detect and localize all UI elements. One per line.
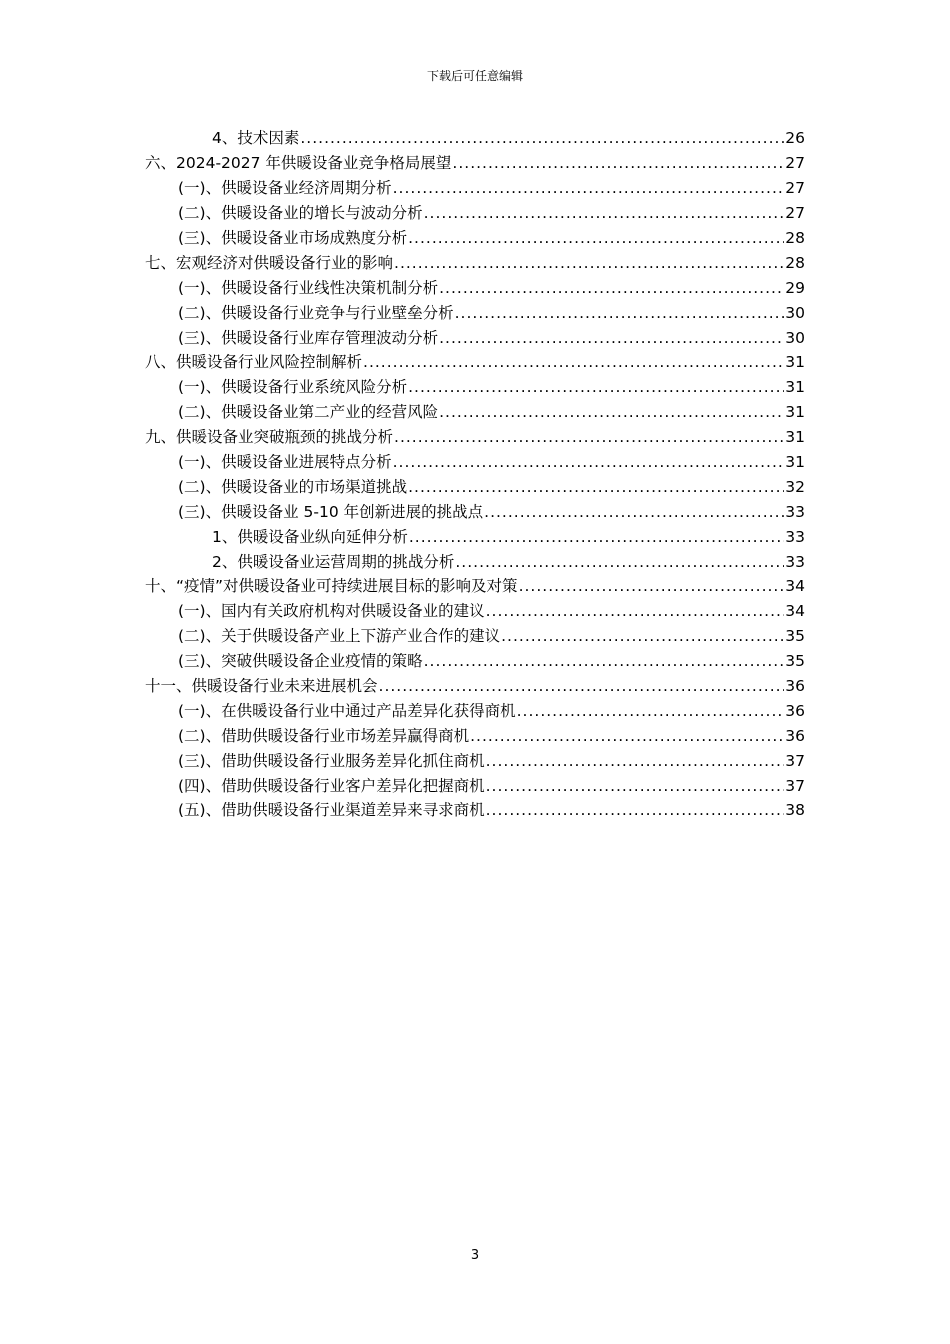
- toc-entry[interactable]: [0, 574, 950, 599]
- toc-dot-leader: [408, 377, 784, 397]
- toc-dot-leader: [394, 253, 784, 273]
- toc-entry-title: (二)、借助供暖设备行业市场差异赢得商机: [178, 726, 470, 745]
- toc-entry[interactable]: [0, 350, 950, 375]
- toc-entry-page: 33: [785, 502, 805, 521]
- toc-entry[interactable]: [0, 400, 950, 425]
- toc-entry-page: 29: [785, 278, 805, 297]
- toc-entry-page: 27: [785, 179, 805, 198]
- toc-entry[interactable]: [0, 151, 950, 176]
- toc-entry[interactable]: [0, 773, 950, 798]
- toc-dot-leader: [439, 278, 784, 298]
- toc-entry[interactable]: [0, 275, 950, 300]
- toc-entry[interactable]: [0, 375, 950, 400]
- toc-entry-page: 28: [785, 229, 805, 247]
- toc-entry-page: 35: [785, 652, 805, 671]
- toc-entry-page: 34: [785, 577, 805, 596]
- toc-entry-page: 34: [785, 602, 805, 621]
- toc-entry-title: 七、宏观经济对供暖设备行业的影响: [145, 253, 394, 272]
- toc-entry[interactable]: [0, 649, 950, 674]
- toc-entry-title: (二)、供暖设备业的增长与波动分析: [178, 204, 423, 223]
- toc-entry[interactable]: [0, 201, 950, 226]
- toc-entry-title: (一)、供暖设备行业系统风险分析: [178, 378, 408, 397]
- toc-dot-leader: [393, 452, 785, 472]
- toc-entry-title: (五)、借助供暖设备行业渠道差异来寻求商机: [178, 801, 485, 820]
- toc-entry-title: (二)、供暖设备业第二产业的经营风险: [178, 403, 439, 422]
- toc-entry-page: 31: [785, 378, 805, 397]
- toc-dot-leader: [470, 726, 784, 746]
- toc-dot-leader: [408, 228, 784, 248]
- toc-entry[interactable]: [0, 499, 950, 524]
- toc-dot-leader: [393, 178, 785, 198]
- toc-entry-page: 28: [785, 253, 805, 272]
- toc-entry-page: 33: [785, 527, 805, 546]
- toc-entry[interactable]: [0, 624, 950, 649]
- toc-entry-title: (二)、供暖设备行业竞争与行业壁垒分析: [178, 303, 454, 322]
- toc-entry-title: 1、供暖设备业纵向延伸分析: [212, 527, 408, 546]
- toc-dot-leader: [455, 303, 785, 323]
- toc-dot-leader: [394, 427, 784, 447]
- toc-dot-leader: [300, 128, 784, 148]
- toc-entry[interactable]: [0, 126, 950, 151]
- toc-entry-title: 八、供暖设备行业风险控制解析: [145, 353, 363, 372]
- toc-entry-page: 36: [785, 726, 805, 745]
- toc-entry-title: (三)、借助供暖设备行业服务差异化抓住商机: [178, 751, 485, 770]
- toc-entry-title: (一)、供暖设备行业线性决策机制分析: [178, 278, 439, 297]
- toc-entry[interactable]: [0, 425, 950, 450]
- toc-entry[interactable]: [0, 176, 950, 201]
- toc-entry[interactable]: [0, 325, 950, 350]
- toc-entry-title: 2、供暖设备业运营周期的挑战分析: [212, 552, 455, 571]
- toc-entry-page: 37: [785, 776, 805, 795]
- toc-entry-title: (四)、借助供暖设备行业客户差异化把握商机: [178, 776, 485, 795]
- toc-dot-leader: [484, 502, 784, 522]
- toc-dot-leader: [379, 676, 785, 696]
- toc-dot-leader: [455, 552, 784, 572]
- toc-entry-page: 27: [785, 204, 805, 223]
- toc-entry-title: 六、2024-2027 年供暖设备业竞争格局展望: [145, 154, 452, 173]
- toc-entry[interactable]: [0, 250, 950, 275]
- toc-dot-leader: [486, 601, 785, 621]
- toc-entry[interactable]: [0, 474, 950, 499]
- toc-entry-page: 31: [785, 428, 805, 447]
- toc-entry-page: 33: [785, 552, 805, 571]
- toc-entry-page: 26: [785, 129, 805, 148]
- toc-dot-leader: [424, 203, 785, 223]
- toc-dot-leader: [408, 477, 784, 497]
- toc-entry-title: (三)、供暖设备行业库存管理波动分析: [178, 328, 439, 347]
- toc-dot-leader: [409, 527, 784, 547]
- toc-dot-leader: [486, 800, 785, 820]
- toc-entry[interactable]: [0, 450, 950, 475]
- toc-entry-page: 30: [785, 328, 805, 347]
- toc-entry-title: (三)、供暖设备业 5-10 年创新进展的挑战点: [178, 502, 484, 521]
- toc-entry-title: 十一、供暖设备行业未来进展机会: [145, 677, 378, 696]
- toc-entry-title: (二)、关于供暖设备产业上下游产业合作的建议: [178, 627, 501, 646]
- toc-entry-page: 36: [785, 701, 805, 720]
- table-of-contents: [0, 126, 950, 823]
- toc-entry-title: (一)、国内有关政府机构对供暖设备业的建议: [178, 602, 485, 621]
- page-header: 下载后可任意编辑: [426, 69, 523, 83]
- toc-entry[interactable]: [0, 300, 950, 325]
- toc-entry-title: 4、技术因素: [212, 129, 300, 148]
- toc-entry[interactable]: [0, 748, 950, 773]
- toc-entry[interactable]: [0, 698, 950, 723]
- toc-entry-title: (一)、在供暖设备行业中通过产品差异化获得商机: [178, 701, 516, 720]
- toc-entry-page: 31: [785, 403, 805, 422]
- toc-entry-title: (三)、突破供暖设备企业疫情的策略: [178, 652, 423, 671]
- toc-entry-page: 37: [785, 751, 805, 770]
- toc-entry-title: (二)、供暖设备业的市场渠道挑战: [178, 477, 408, 496]
- toc-entry-page: 38: [785, 801, 805, 820]
- toc-dot-leader: [519, 576, 785, 596]
- toc-entry[interactable]: [0, 226, 950, 251]
- toc-entry[interactable]: [0, 524, 950, 549]
- toc-dot-leader: [424, 651, 785, 671]
- toc-dot-leader: [517, 701, 785, 721]
- toc-dot-leader: [486, 776, 785, 796]
- toc-dot-leader: [439, 402, 784, 422]
- toc-entry[interactable]: [0, 549, 950, 574]
- toc-entry-title: 九、供暖设备业突破瓶颈的挑战分析: [145, 428, 394, 447]
- toc-entry-title: (一)、供暖设备业经济周期分析: [178, 179, 392, 198]
- toc-entry-page: 35: [785, 627, 805, 646]
- toc-entry-page: 27: [785, 154, 805, 173]
- toc-entry-title: (三)、供暖设备业市场成熟度分析: [178, 229, 408, 247]
- page-number: 3: [470, 1248, 480, 1263]
- toc-entry-page: 36: [785, 677, 805, 696]
- toc-dot-leader: [439, 328, 784, 348]
- toc-entry[interactable]: [0, 599, 950, 624]
- toc-entry[interactable]: [0, 798, 950, 823]
- toc-dot-leader: [486, 751, 785, 771]
- toc-entry-page: 31: [785, 453, 805, 472]
- toc-entry-page: 32: [785, 477, 805, 496]
- toc-dot-leader: [452, 153, 784, 173]
- toc-entry[interactable]: [0, 723, 950, 748]
- toc-dot-leader: [363, 352, 784, 372]
- toc-entry-title: (一)、供暖设备业进展特点分析: [178, 453, 392, 472]
- toc-entry-title: 十、“疫情”对供暖设备业可持续进展目标的影响及对策: [145, 577, 518, 596]
- toc-entry-page: 31: [785, 353, 805, 372]
- toc-entry-page: 30: [785, 303, 805, 322]
- toc-dot-leader: [501, 626, 784, 646]
- toc-entry[interactable]: [0, 674, 950, 699]
